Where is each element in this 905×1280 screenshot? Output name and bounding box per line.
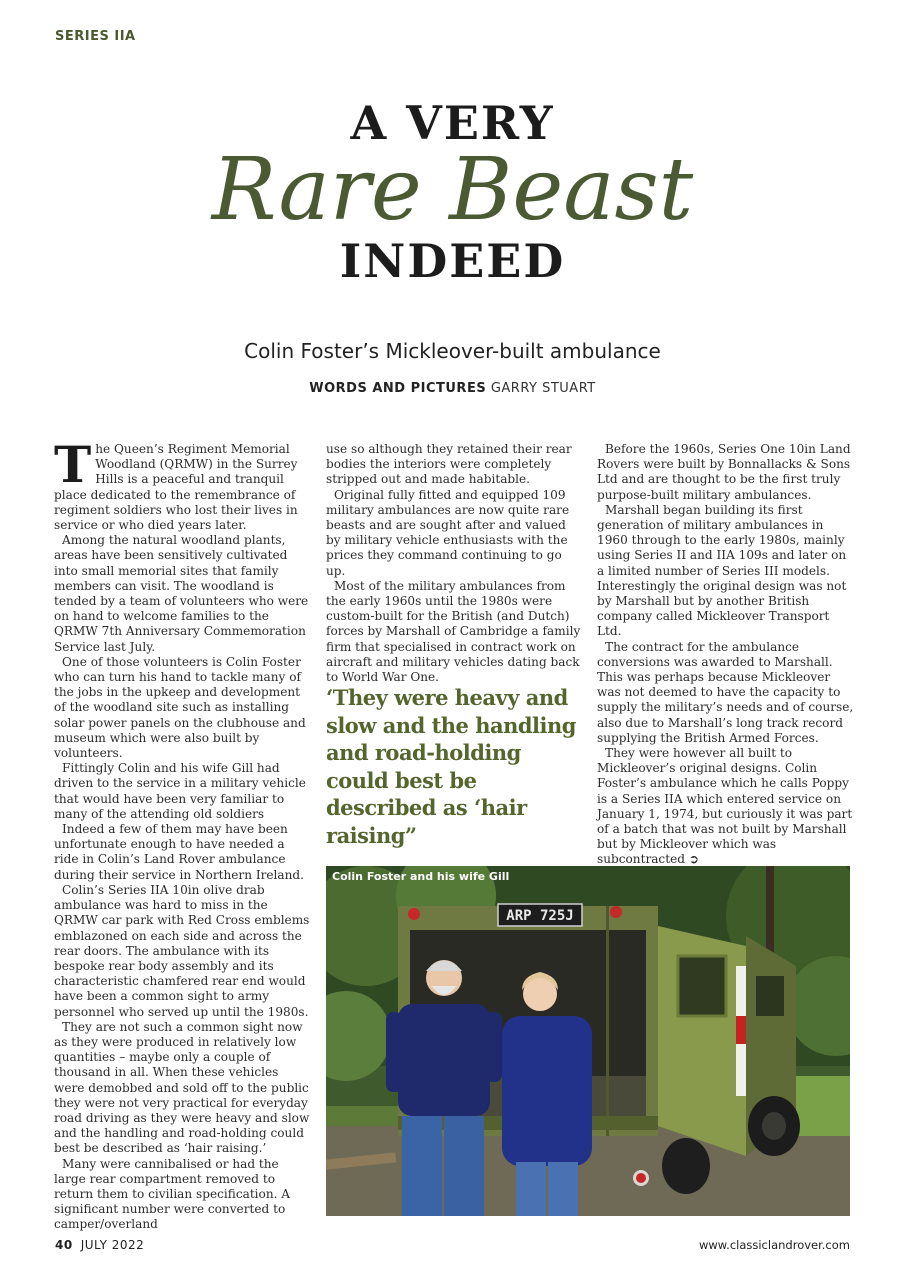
continue-arrow-icon: ➲ [688, 852, 699, 867]
section-tag: SERIES IIA [55, 29, 136, 44]
website-url: www.classiclandrover.com [699, 1238, 850, 1252]
article-paragraph: Many were cannibalised or had the large rear compartment removed to return them to civilian specification. A significant number were converted to camper/overland [54, 1156, 291, 1232]
issue-date: JULY 2022 [80, 1238, 145, 1252]
article-column-1 [54, 435, 310, 1233]
page-number: 40 [55, 1238, 73, 1252]
byline [0, 381, 905, 396]
article-paragraph: Before the 1960s, Series One 10in Land Rovers were built by Bonnallacks & Sons Ltd and are thought to be the first truly purpose-built military ambulances. [597, 442, 851, 502]
ambulance-photo [326, 866, 850, 1216]
byline-author: GARRY STUART [490, 381, 596, 396]
standfirst: Colin Foster’s Mickleover-built ambulance [244, 339, 661, 363]
number-plate: ARP 725J [506, 908, 574, 924]
photo-caption: Colin Foster and his wife Gill [332, 870, 510, 883]
article-paragraph: Most of the military ambulances from the early 1960s until the 1980s were custom-built for the British (and Dutch) forces by Marshall of Cambridge a family firm that specialised in contract work on aircraft and military vehicles dating back to World War One. [326, 578, 581, 685]
article-paragraph: Marshall began building its first generation of military ambulances in 1960 through to the early 1980s, mainly using Series II and IIA 109s and later on a limited number of Series III models. Interestingly the original design was not by Marshall but by another British company called Mickleover Transport Ltd. [597, 502, 847, 639]
footer-folio [55, 1238, 144, 1252]
pull-quote: ‘They were heavy and slow and the handling and road-holding could best be described as ‘hair raising” [326, 685, 576, 848]
headline-line-1: A VERY [350, 96, 555, 150]
drop-cap: T [54, 435, 92, 494]
article-paragraph: Fittingly Colin and his wife Gill had driven to the service in a military vehicle that would have been very familiar to many of the attending old soldiers [54, 761, 306, 821]
byline-label: WORDS AND PICTURES [309, 381, 487, 396]
article-paragraph: They were however all built to Mickleover’s original designs. Colin Foster’s ambulance which he calls Poppy is a Series IIA which entered service on January 1, 1974, but curiously it was part of a batch that was not built by Marshall but by Mickleover which was subcontracted ➲ [597, 746, 853, 867]
article-paragraph: They are not such a common sight now as they were produced in relatively low quantities – maybe only a couple of thousand in all. When these vehicles were demobbed and sold off to the public they were not very practical for everyday road driving as they were heavy and slow and the handling and road-holding could best be described as ‘hair raising.’ [54, 1019, 310, 1156]
headline-line-3: INDEED [339, 234, 566, 288]
article-paragraph: Colin’s Series IIA 10in olive drab ambulance was hard to miss in the QRMW car park with Red Cross emblems emblazoned on each side and across the rear doors. The ambulance with its bespoke rear body assembly and its characteristic chamfered rear end would have been a common sight to army personnel who served up until the 1980s. [54, 882, 310, 1019]
article-column-2 [326, 442, 584, 685]
article-paragraph: One of those volunteers is Colin Foster who can turn his hand to tackle many of the jobs in the upkeep and development of the woodland site such as installing solar power panels on the clubhouse and museum which were also built by volunteers. [54, 654, 306, 761]
headline-line-2: Rare Beast [211, 140, 694, 240]
article-paragraph: use so although they retained their rear bodies the interiors were completely stripped out and made habitable. [326, 442, 572, 487]
article-column-3 [597, 442, 855, 868]
article-paragraph: Original fully fitted and equipped 109 military ambulances are now quite rare beasts and are sought after and valued by military vehicle enthusiasts with the prices they command continuing to go up. [326, 487, 570, 578]
photo-illustration [326, 866, 850, 1216]
article-paragraph: Among the natural woodland plants, areas have been sensitively cultivated into small memorial sites that family members can visit. The woodland is tended by a team of volunteers who were on hand to welcome families to the QRMW 7th Anniversary Commemoration Service last July. [54, 533, 309, 654]
article-paragraph: The contract for the ambulance conversions was awarded to Marshall. This was perhaps because Mickleover was not deemed to have the capacity to supply the military’s needs and of course, also due to Marshall’s long track record supplying the British Armed Forces. [597, 639, 854, 745]
article-paragraph: Indeed a few of them may have been unfortunate enough to have needed a ride in Colin’s Land Rover ambulance during their service in Northern Ireland. [54, 822, 305, 882]
article-paragraph: The Queen’s Regiment Memorial Woodland (QRMW) in the Surrey Hills is a peaceful and tranquil place dedicated to the remembrance of regiment soldiers who lost their lives in service or who died years later. [54, 435, 298, 533]
